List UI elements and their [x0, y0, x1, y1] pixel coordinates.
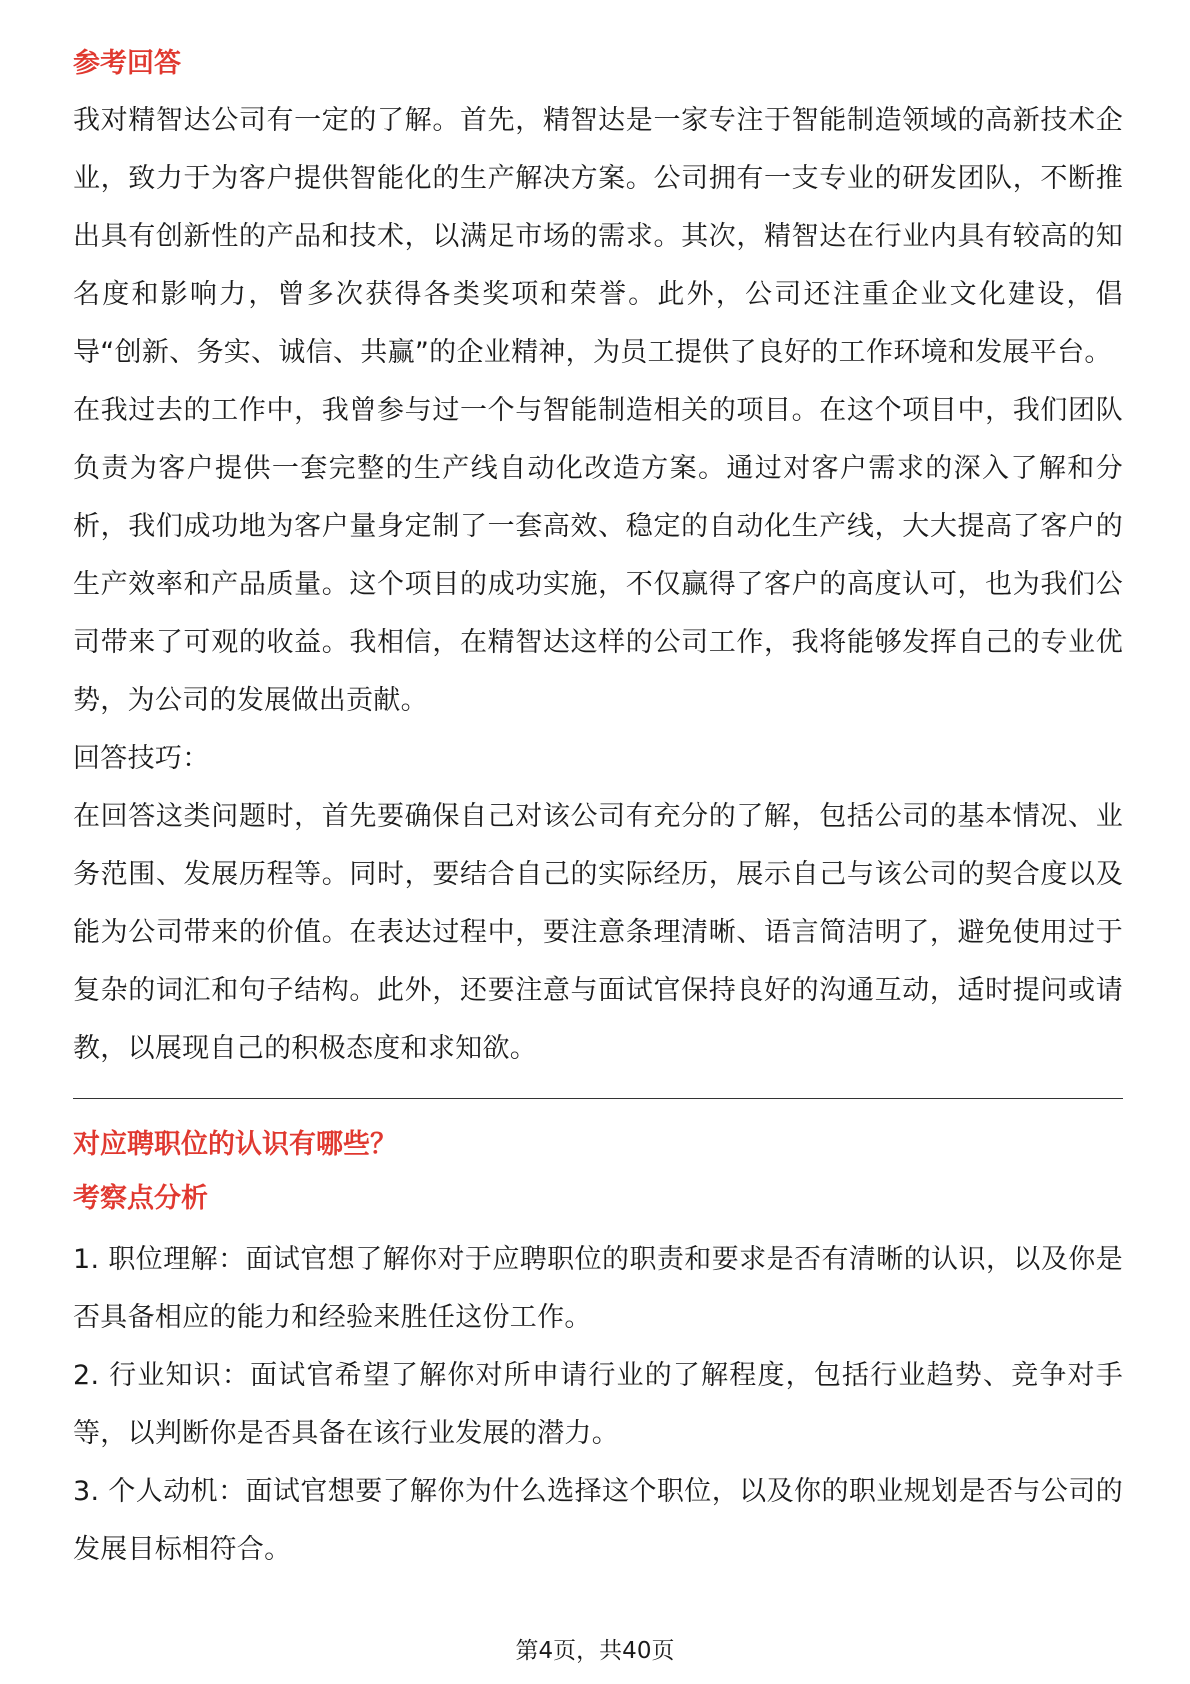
- answer-section: [73, 44, 1123, 1078]
- document-page: [73, 44, 1123, 1579]
- question-section: [73, 1121, 1123, 1579]
- analysis-point-3: 3. 个人动机：面试官想要了解你为什么选择这个职位，以及你的职业规划是否与公司的发展目标相符合。: [73, 1476, 1123, 1565]
- answer-paragraph-1: 我对精智达公司有一定的了解。首先，精智达是一家专注于智能制造领域的高新技术企业，致力于为客户提供智能化的生产解决方案。公司拥有一支专业的研发团队，不断推出具有创新性的产品和技术，以满足市场的需求。其次，精智达在行业内具有较高的知名度和影响力，曾多次获得各类奖项和荣誉。此外，公司还注重企业文化建设，倡导“创新、务实、诚信、共赢”的企业精神，为员工提供了良好的工作环境和发展平台。: [73, 105, 1123, 368]
- answer-heading: 参考回答: [73, 48, 181, 79]
- tips-label: 回答技巧：: [73, 743, 210, 774]
- section-divider: [73, 1098, 1123, 1099]
- question-heading: 对应聘职位的认识有哪些？: [73, 1129, 397, 1160]
- analysis-point-1: 1. 职位理解：面试官想了解你对于应聘职位的职责和要求是否有清晰的认识，以及你是否具备相应的能力和经验来胜任这份工作。: [73, 1244, 1123, 1333]
- analysis-point-2: 2. 行业知识：面试官希望了解你对所申请行业的了解程度，包括行业趋势、竞争对手等，以判断你是否具备在该行业发展的潜力。: [73, 1360, 1123, 1449]
- tips-text: 在回答这类问题时，首先要确保自己对该公司有充分的了解，包括公司的基本情况、业务范围、发展历程等。同时，要结合自己的实际经历，展示自己与该公司的契合度以及能为公司带来的价值。在表达过程中，要注意条理清晰、语言简洁明了，避免使用过于复杂的词汇和句子结构。此外，还要注意与面试官保持良好的沟通互动，适时提问或请教，以展现自己的积极态度和求知欲。: [73, 801, 1123, 1064]
- analysis-heading: 考察点分析: [73, 1183, 208, 1214]
- page-number: 第4页，共40页: [515, 1638, 675, 1664]
- answer-paragraph-2: 在我过去的工作中，我曾参与过一个与智能制造相关的项目。在这个项目中，我们团队负责为客户提供一套完整的生产线自动化改造方案。通过对客户需求的深入了解和分析，我们成功地为客户量身定制了一套高效、稳定的自动化生产线，大大提高了客户的生产效率和产品质量。这个项目的成功实施，不仅赢得了客户的高度认可，也为我们公司带来了可观的收益。我相信，在精智达这样的公司工作，我将能够发挥自己的专业优势，为公司的发展做出贡献。: [73, 395, 1123, 716]
